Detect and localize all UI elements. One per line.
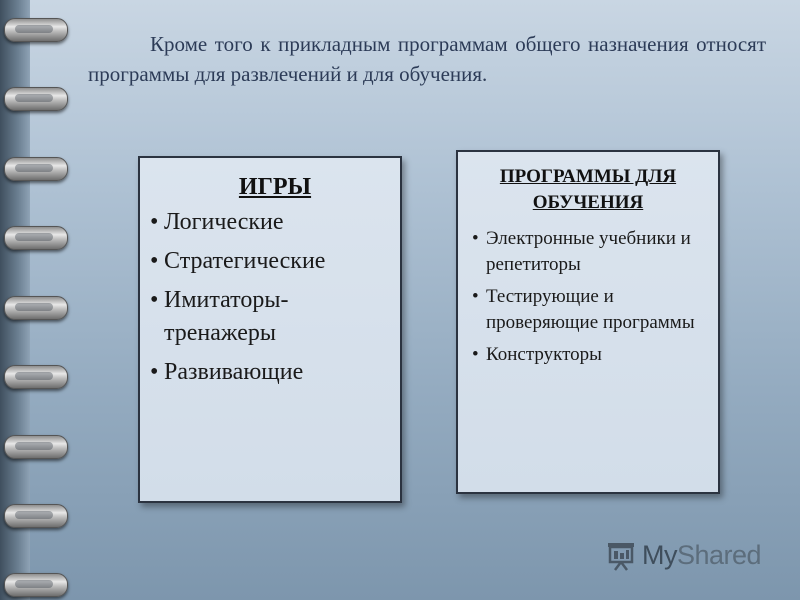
brand-suffix: Shared <box>677 539 762 570</box>
binder-ring <box>4 435 68 459</box>
binder-ring <box>4 157 68 181</box>
education-card <box>456 150 720 494</box>
binder-ring <box>4 87 68 111</box>
binder-ring <box>4 573 68 597</box>
games-card <box>138 156 402 503</box>
list-item: • Имитаторы-тренажеры <box>150 284 390 350</box>
binder-ring <box>4 226 68 250</box>
education-list <box>472 226 704 368</box>
list-item: • Развивающие <box>150 356 390 389</box>
list-item: • Стратегические <box>150 245 390 278</box>
games-list <box>150 206 390 389</box>
intro-paragraph: Кроме того к прикладным программам общего назначения относят программы для развлечений и для обучения. <box>88 32 766 86</box>
list-item: • Электронные учебники и репетиторы <box>472 226 704 278</box>
myshared-logo <box>606 537 761 573</box>
brand-prefix: My <box>642 539 677 570</box>
list-item: • Логические <box>150 206 390 239</box>
myshared-wordmark <box>642 540 761 571</box>
list-item: • Тестирующие и проверяющие программы <box>472 284 704 336</box>
list-item: • Конструкторы <box>472 342 704 368</box>
binder-ring <box>4 296 68 320</box>
binder-ring <box>4 365 68 389</box>
games-card-title: ИГРЫ <box>238 174 312 200</box>
binder-ring <box>4 18 68 42</box>
binder-ring <box>4 504 68 528</box>
education-card-title: ПРОГРАММЫ ДЛЯ ОБУЧЕНИЯ <box>499 166 677 213</box>
projector-screen-icon <box>606 539 636 571</box>
